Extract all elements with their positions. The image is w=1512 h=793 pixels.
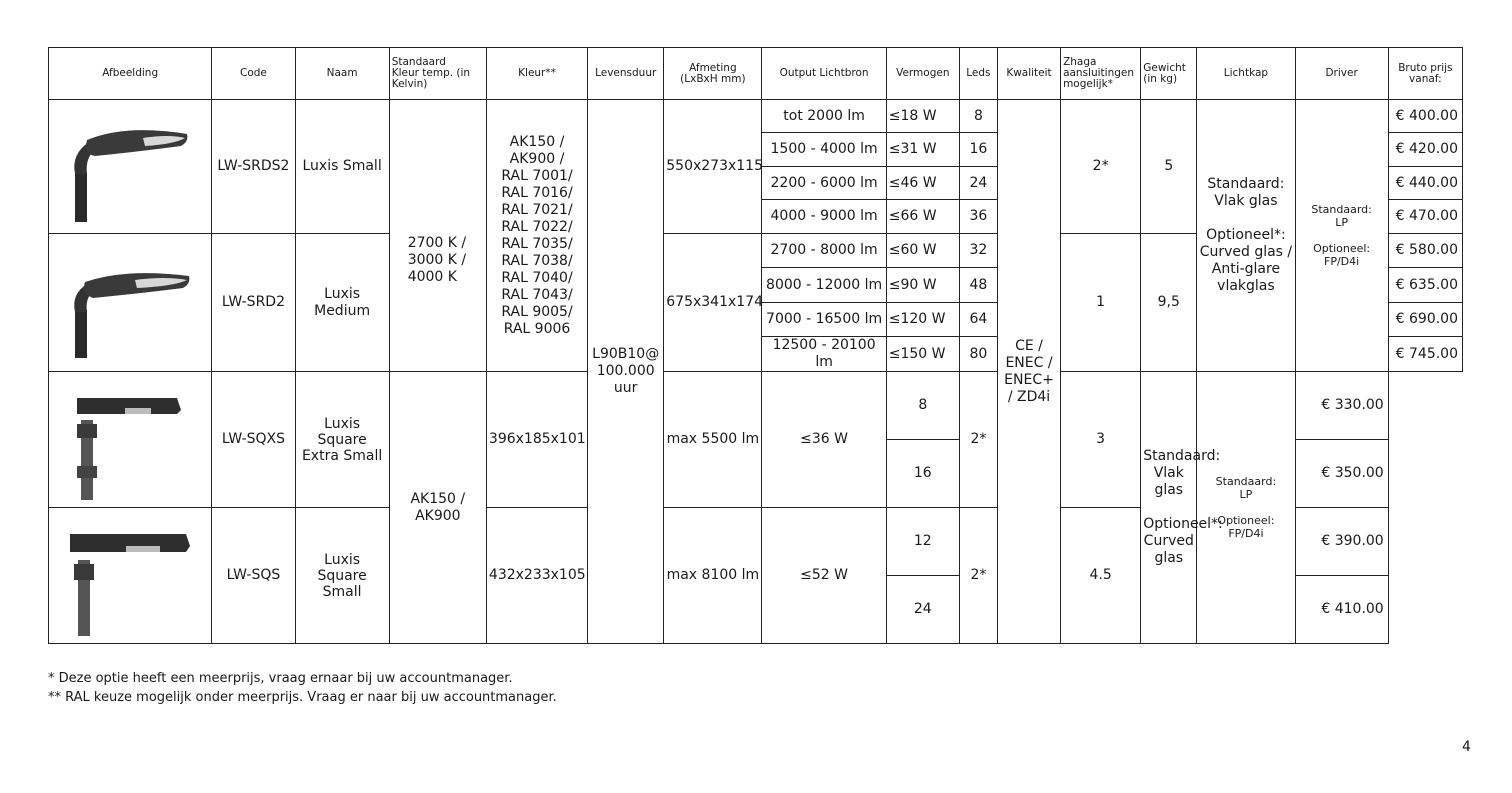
gewicht-cell: 3 [1061, 372, 1141, 508]
table-header-row [49, 48, 1463, 100]
col-header-zhaga: Zhaga aansluitingen mogelijk* [1061, 48, 1141, 100]
prijs-cell: € 420.00 [1388, 133, 1462, 167]
luxis-square-xs-lamp-icon [49, 372, 212, 508]
col-header-afbeelding: Afbeelding [49, 48, 212, 100]
leds-cell: 12 [886, 508, 959, 576]
output-cell: 7000 - 16500 lm [762, 303, 886, 337]
kleur-temp: 2700 K / 3000 K / 4000 K [389, 100, 486, 372]
table-row [49, 372, 1463, 440]
product-code: LW-SQS [212, 508, 295, 644]
col-header-output: Output Lichtbron [762, 48, 886, 100]
output-cell: 12500 - 20100 lm [762, 337, 886, 372]
prijs-cell: € 400.00 [1388, 100, 1462, 133]
product-name: Luxis Square Small [295, 508, 389, 644]
footnote-ral: ** RAL keuze mogelijk onder meerprijs. Vraag er naar bij uw accountmanager. [48, 690, 557, 705]
vermogen-cell: ≤120 W [886, 303, 959, 337]
col-header-kwaliteit: Kwaliteit [997, 48, 1060, 100]
product-name: Luxis Medium [295, 234, 389, 372]
afmeting: 396x185x101 [486, 372, 587, 508]
vermogen-cell: ≤52 W [762, 508, 886, 644]
col-header-gewicht: Gewicht (in kg) [1141, 48, 1197, 100]
driver-square: Standaard: LP Optioneel: FP/D4i [1197, 372, 1295, 644]
leds-cell: 36 [959, 200, 997, 234]
lichtkap-square: Standaard: Vlak glas Optioneel*: Curved glas [1141, 372, 1197, 644]
col-header-kleur: Kleur** [486, 48, 587, 100]
vermogen-cell: ≤66 W [886, 200, 959, 234]
product-spec-table [48, 47, 1463, 644]
col-header-levensduur: Levensduur [588, 48, 664, 100]
col-header-lichtkap: Lichtkap [1197, 48, 1295, 100]
levensduur: L90B10@ 100.000 uur [588, 100, 664, 644]
prijs-cell: € 690.00 [1388, 303, 1462, 337]
prijs-cell: € 390.00 [1295, 508, 1388, 576]
output-cell: 8000 - 12000 lm [762, 268, 886, 303]
product-code: LW-SRDS2 [212, 100, 295, 234]
zhaga-cell: 2* [1061, 100, 1141, 234]
vermogen-cell: ≤90 W [886, 268, 959, 303]
prijs-cell: € 635.00 [1388, 268, 1462, 303]
gewicht-cell: 9,5 [1141, 234, 1197, 372]
col-header-driver: Driver [1295, 48, 1388, 100]
afmeting: 550x273x115 [664, 100, 762, 234]
prijs-cell: € 440.00 [1388, 167, 1462, 200]
afmeting: 432x233x105 [486, 508, 587, 644]
prijs-cell: € 410.00 [1295, 576, 1388, 644]
zhaga-cell: 1 [1061, 234, 1141, 372]
zhaga-cell: 2* [959, 372, 997, 508]
output-cell: 2700 - 8000 lm [762, 234, 886, 268]
output-cell: 1500 - 4000 lm [762, 133, 886, 167]
leds-cell: 32 [959, 234, 997, 268]
output-cell: tot 2000 lm [762, 100, 886, 133]
leds-cell: 24 [886, 576, 959, 644]
product-code: LW-SQXS [212, 372, 295, 508]
col-header-code: Code [212, 48, 295, 100]
product-name: Luxis Square Extra Small [295, 372, 389, 508]
footnote-meerprijs: * Deze optie heeft een meerprijs, vraag ernaar bij uw accountmanager. [48, 671, 513, 686]
table-row [49, 100, 1463, 133]
gewicht-cell: 5 [1141, 100, 1197, 234]
leds-cell: 48 [959, 268, 997, 303]
vermogen-cell: ≤31 W [886, 133, 959, 167]
kleur-square: AK150 / AK900 [389, 372, 486, 644]
zhaga-cell: 2* [959, 508, 997, 644]
output-cell: max 8100 lm [664, 508, 762, 644]
prijs-cell: € 745.00 [1388, 337, 1462, 372]
leds-cell: 8 [886, 372, 959, 440]
output-cell: 2200 - 6000 lm [762, 167, 886, 200]
prijs-cell: € 580.00 [1388, 234, 1462, 268]
vermogen-cell: ≤36 W [762, 372, 886, 508]
vermogen-cell: ≤18 W [886, 100, 959, 133]
luxis-medium-lamp-icon [49, 234, 212, 372]
col-header-leds: Leds [959, 48, 997, 100]
col-header-kleur-temp: Standaard Kleur temp. (in Kelvin) [389, 48, 486, 100]
prijs-cell: € 470.00 [1388, 200, 1462, 234]
product-code: LW-SRD2 [212, 234, 295, 372]
product-name: Luxis Small [295, 100, 389, 234]
col-header-prijs: Bruto prijs vanaf: [1388, 48, 1462, 100]
leds-cell: 64 [959, 303, 997, 337]
leds-cell: 24 [959, 167, 997, 200]
leds-cell: 16 [886, 440, 959, 508]
vermogen-cell: ≤46 W [886, 167, 959, 200]
vermogen-cell: ≤150 W [886, 337, 959, 372]
kleur-round: AK150 / AK900 / RAL 7001/ RAL 7016/ RAL 7021/ RAL 7022/ RAL 7035/ RAL 7038/ RAL 7040/ RAL 7043/ RAL 9005/ RAL 9006 [486, 100, 587, 372]
output-cell: 4000 - 9000 lm [762, 200, 886, 234]
col-header-vermogen: Vermogen [886, 48, 959, 100]
col-header-naam: Naam [295, 48, 389, 100]
gewicht-cell: 4.5 [1061, 508, 1141, 644]
prijs-cell: € 330.00 [1295, 372, 1388, 440]
footnotes [48, 669, 557, 707]
output-cell: max 5500 lm [664, 372, 762, 508]
leds-cell: 80 [959, 337, 997, 372]
luxis-square-small-lamp-icon [49, 508, 212, 644]
leds-cell: 8 [959, 100, 997, 133]
vermogen-cell: ≤60 W [886, 234, 959, 268]
lichtkap-round: Standaard: Vlak glas Optioneel*: Curved glas / Anti-glare vlakglas [1197, 100, 1295, 372]
prijs-cell: € 350.00 [1295, 440, 1388, 508]
page-number: 4 [1462, 739, 1471, 755]
driver-round: Standaard: LP Optioneel: FP/D4i [1295, 100, 1388, 372]
leds-cell: 16 [959, 133, 997, 167]
col-header-afmeting: Afmeting (LxBxH mm) [664, 48, 762, 100]
luxis-small-lamp-icon [49, 100, 212, 234]
kwaliteit: CE / ENEC / ENEC+ / ZD4i [997, 100, 1060, 644]
afmeting: 675x341x174 [664, 234, 762, 372]
